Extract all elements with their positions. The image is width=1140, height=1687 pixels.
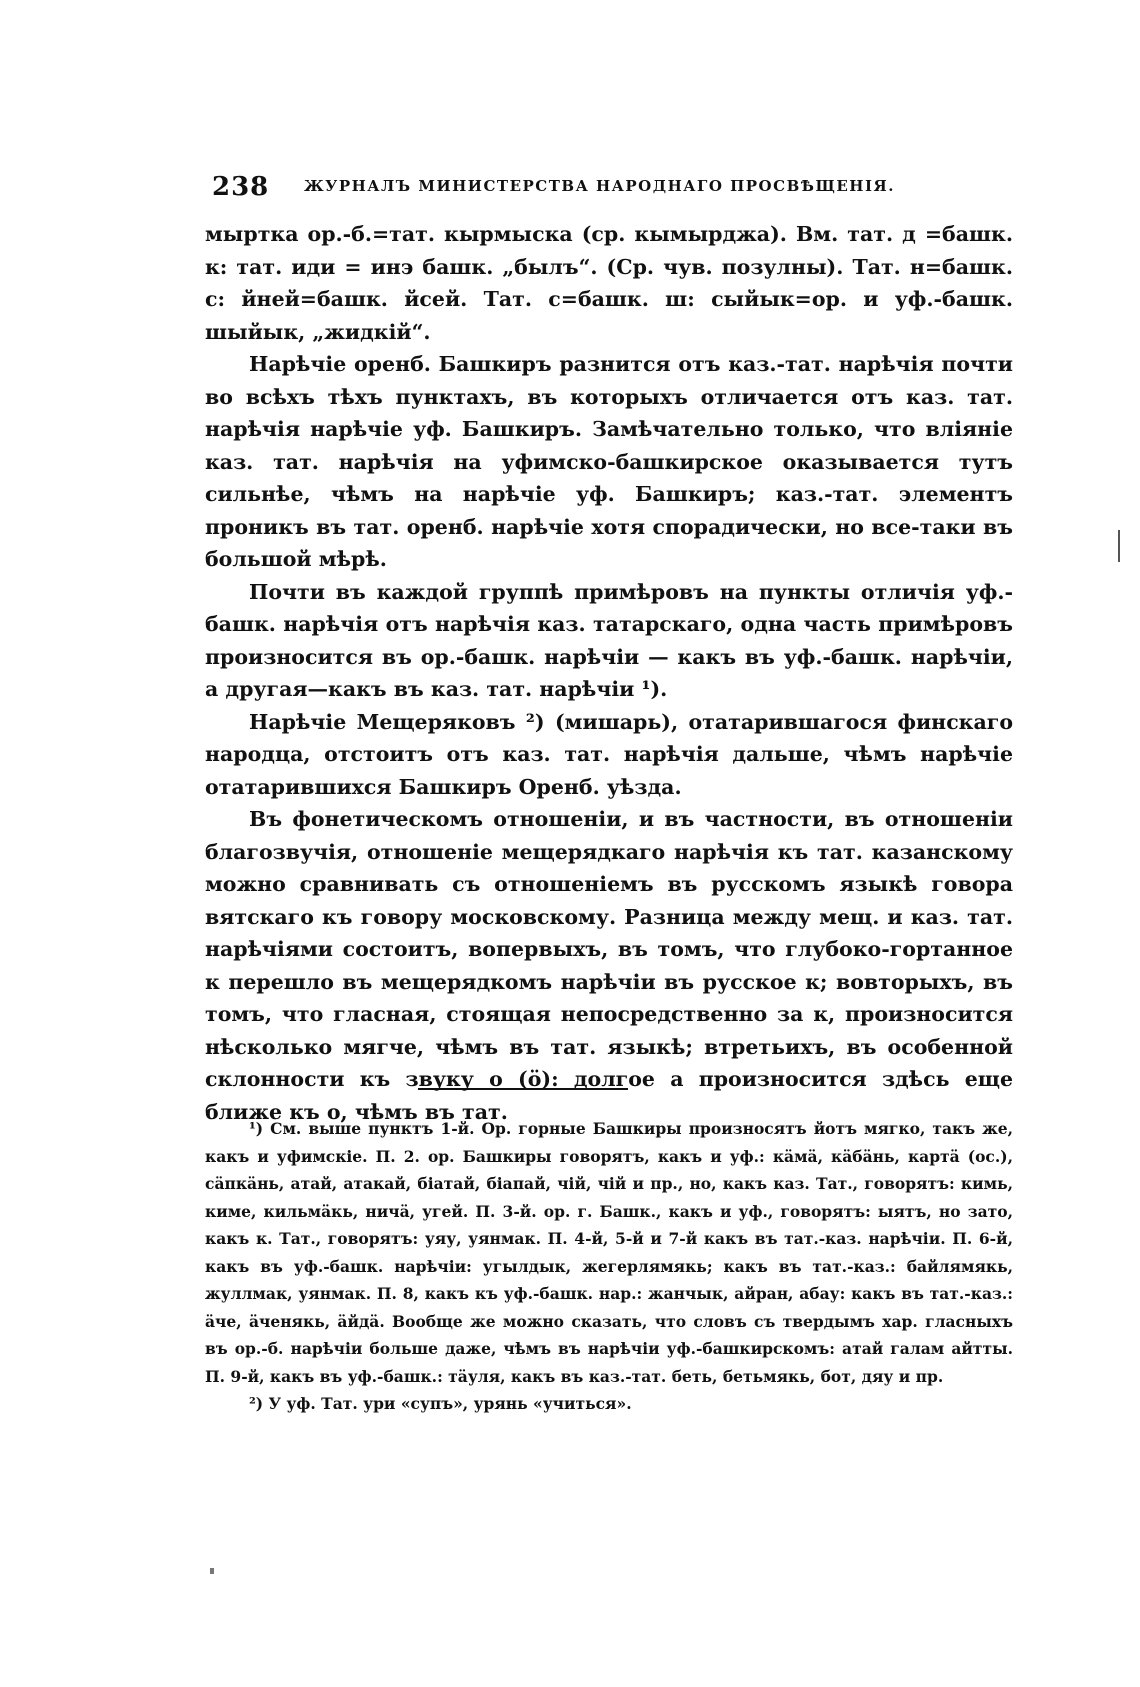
footnote: ¹) См. выше пунктъ 1-й. Ор. горные Башкиры произносятъ йотъ мягко, такъ же, какъ и уфимскіе. П. 2. ор. Башкиры говорятъ, какъ и уф.: кӓмӓ, кӓбӓнь, картӓ (ос.), сӓпкӓнь, атай, атакай, біатай, біапай, чій, чій и пр., но, какъ каз. Тат., говорятъ: кимь, киме, кильмӓкь, ничӓ, угей. П. 3-й. ор. г. Башк., какъ и уф., говорятъ: ыятъ, но зато, какъ к. Тат., говорятъ: уяу, уянмак. П. 4-й, 5-й и 7-й какъ въ тат.-каз. нарѣчіи. П. 6-й, какъ въ уф.-башк. нарѣчіи: угылдык, жегерлямякь; какъ въ тат.-каз.: байлямякь, жуллмак, уянмак. П. 8, какъ къ уф.-башк. нар.: жанчык, айран, абау: какъ въ тат.-каз.: ӓче, ӓченякь, ӓйдӓ. Вообще же можно сказать, что словъ съ твердымъ хар. гласныхъ въ ор.-б. нарѣчіи больше даже, чѣмъ въ нарѣчіи уф.-башкирскомъ: атай галам айтты. П. 9-й, какъ въ уф.-башк.: тӓуля, какъ въ каз.-тат. беть, бетьмякь, бот, дяу и пр. [205, 1119, 1013, 1386]
paragraph: Въ фонетическомъ отношеніи, и въ частности, въ отношеніи благозвучія, отношеніе мещерядкаго нарѣчія къ тат. казанскому можно сравнивать съ отношеніемъ въ русскомъ языкѣ говора вятскаго къ говору московскому. Разница между мещ. и каз. тат. нарѣчіями состоитъ, вопервыхъ, въ томъ, что глубоко-гортанное к перешло въ мещерядкомъ нарѣчіи въ русское к; вовторыхъ, въ томъ, что гласная, стоящая непосредственно за к, произносится нѣсколько мягче, чѣмъ въ тат. языкѣ; втретьихъ, въ особенной склонности къ звуку о (ö): долгое а произносится здѣсь еще ближе къ о, чѣмъ въ тат. [205, 807, 1013, 1124]
paragraph: Нарѣчіе Мещеряковъ ²) (мишарь), отатарившагося финскаго народца, отстоитъ отъ каз. тат. нарѣчія дальше, чѣмъ нарѣчіе отатарившихся Башкиръ Оренб. уѣзда. [205, 709, 1013, 799]
page-header [212, 172, 1012, 212]
paragraph: мыртка ор.-б.=тат. кырмыска (ср. кымырджа). Вм. тат. д =башк. к: тат. иди = инэ башк. „былъ“. (Ср. чув. позулны). Тат. н=башк. с: йней=башк. йсей. Тат. с=башк. ш: сыйык=ор. и уф.-башк. шыйык, „жидкій“. [205, 222, 1013, 344]
paragraph: Почти въ каждой группѣ примѣровъ на пункты отличія уф.-башк. нарѣчія отъ нарѣчія каз. татарскаго, одна часть примѣровъ произносится въ ор.-башк. нарѣчіи — какъ въ уф.-башк. нарѣчіи, а другая—какъ въ каз. тат. нарѣчіи ¹). [205, 579, 1013, 701]
footnote-divider [418, 1088, 628, 1090]
footnote: ²) У уф. Тат. ури «супъ», урянь «учиться». [249, 1394, 632, 1413]
main-text [205, 218, 1013, 1128]
footnotes [205, 1115, 1013, 1418]
running-title: ЖУРНАЛЪ МИНИСТЕРСТВА НАРОДНАГО ПРОСВѢЩЕНІЯ. [304, 177, 895, 195]
page-number: 238 [212, 172, 270, 202]
scan-mark [210, 1568, 214, 1574]
margin-mark [1118, 530, 1120, 562]
paragraph: Нарѣчіе оренб. Башкиръ разнится отъ каз.-тат. нарѣчія почти во всѣхъ тѣхъ пунктахъ, въ которыхъ отличается отъ каз. тат. нарѣчія нарѣчіе уф. Башкиръ. Замѣчательно только, что вліяніе каз. тат. нарѣчія на уфимско-башкирское оказывается тутъ сильнѣе, чѣмъ на нарѣчіе уф. Башкиръ; каз.-тат. элементъ проникъ въ тат. оренб. нарѣчіе хотя спорадически, но все-таки въ большой мѣрѣ. [205, 352, 1013, 571]
